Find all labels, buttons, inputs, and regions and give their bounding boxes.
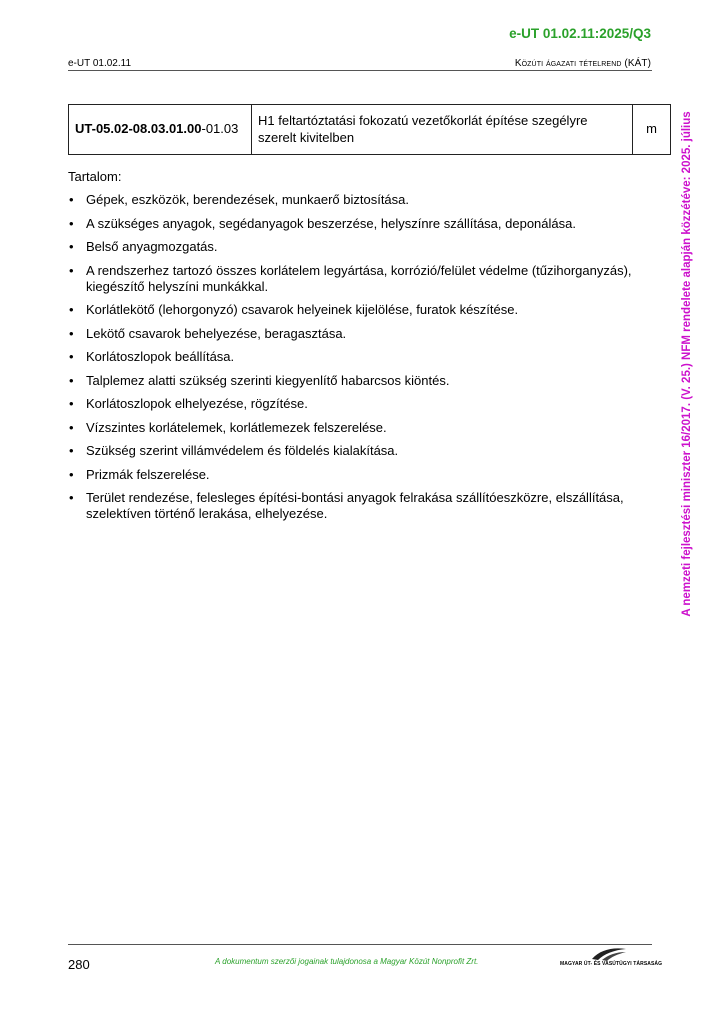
list-item	[68, 326, 658, 342]
list-item-text: Korlátoszlopok beállítása.	[86, 349, 235, 364]
list-item-text: Korlátlekötő (lehorgonyzó) csavarok helyeinek kijelölése, furatok készítése.	[86, 302, 519, 317]
list-item-text: A szükséges anyagok, segédanyagok beszerzése, helyszínre szállítása, deponálása.	[86, 215, 576, 231]
list-item-text: Korlátoszlopok elhelyezése, rögzítése.	[86, 396, 308, 411]
side-note-text: A nemzeti fejlesztési miniszter 16/2017. (V. 25.) NFM rendelete alapján közzétéve: 2025. július	[681, 110, 693, 617]
list-item-text: Lekötő csavarok behelyezése, beragasztása.	[86, 325, 347, 341]
item-table	[68, 104, 671, 155]
list-item	[68, 467, 658, 483]
list-item-text: Belső anyagmozgatás.	[86, 239, 218, 254]
list-item	[68, 490, 658, 522]
contents-label: Tartalom:	[68, 169, 122, 184]
list-item-text: Gépek, eszközök, berendezések, munkaerő biztosítása.	[86, 192, 410, 207]
list-item	[68, 192, 658, 208]
list-item-text: Terület rendezése, felesleges építési-bontási anyagok felrakása szállítóeszközre, elszállítása, szelektíven történő lerakása, elhelyezése.	[86, 490, 624, 521]
footer-divider	[68, 944, 652, 945]
bullet-icon: •	[69, 239, 74, 254]
header-left-text: e-UT 01.02.11	[68, 58, 132, 69]
bullet-icon: •	[69, 302, 74, 317]
list-item-text: Talplemez alatti szükség szerinti kiegyenlítő habarcsos kiöntés.	[86, 372, 450, 388]
list-item	[68, 396, 658, 412]
logo-text: MAGYAR ÚT- ÉS VASÚTÜGYI TÁRSASÁG	[560, 961, 663, 967]
society-logo	[560, 946, 663, 970]
copyright-notice: A dokumentum szerzői jogainak tulajdonosa a Magyar Közút Nonprofit Zrt.	[215, 957, 479, 966]
list-item	[68, 373, 658, 389]
list-item	[68, 302, 658, 318]
list-item-text: Vízszintes korlátelemek, korlátlemezek felszerelése.	[86, 419, 387, 435]
bullet-icon: •	[69, 325, 74, 341]
bullet-icon: •	[69, 262, 74, 278]
item-code-main: UT-05.02-08.03.01.00	[75, 121, 202, 137]
list-item-text: A rendszerhez tartozó összes korlátelem legyártása, korrózió/felület védelme (tűzihorganyzás), kiegészítő helyszíni munkákkal.	[86, 262, 632, 294]
list-item-text: Prizmák felszerelése.	[86, 466, 210, 482]
header-divider	[68, 70, 652, 71]
list-item	[68, 443, 658, 459]
list-item-text: Szükség szerint villámvédelem és földelés kialakítása.	[86, 443, 399, 458]
bullet-icon: •	[69, 215, 74, 231]
document-code: e-UT 01.02.11:2025/Q3	[509, 26, 651, 41]
list-item	[68, 420, 658, 436]
bullet-icon: •	[69, 372, 74, 388]
bullet-icon: •	[69, 466, 74, 482]
publication-side-note	[676, 96, 698, 631]
bullet-icon: •	[69, 490, 74, 505]
contents-list	[68, 192, 658, 530]
item-unit: m	[633, 105, 671, 155]
road-swoosh-icon	[590, 946, 628, 962]
list-item	[68, 263, 658, 295]
list-item	[68, 239, 658, 255]
bullet-icon: •	[69, 192, 74, 207]
bullet-icon: •	[69, 349, 74, 364]
header-right-text: Közúti ágazati tételrend (KÁT)	[514, 58, 651, 69]
list-item	[68, 216, 658, 232]
item-code-suffix: -01.03	[201, 121, 239, 137]
page-number: 280	[68, 957, 90, 972]
bullet-icon: •	[69, 443, 74, 458]
item-description: H1 feltartóztatási fokozatú vezetőkorlát építése szegélyre szerelt kivitelben	[252, 105, 633, 155]
bullet-icon: •	[69, 419, 74, 435]
item-code-cell	[69, 105, 252, 155]
bullet-icon: •	[69, 396, 74, 411]
list-item	[68, 349, 658, 365]
item-row	[69, 105, 671, 155]
